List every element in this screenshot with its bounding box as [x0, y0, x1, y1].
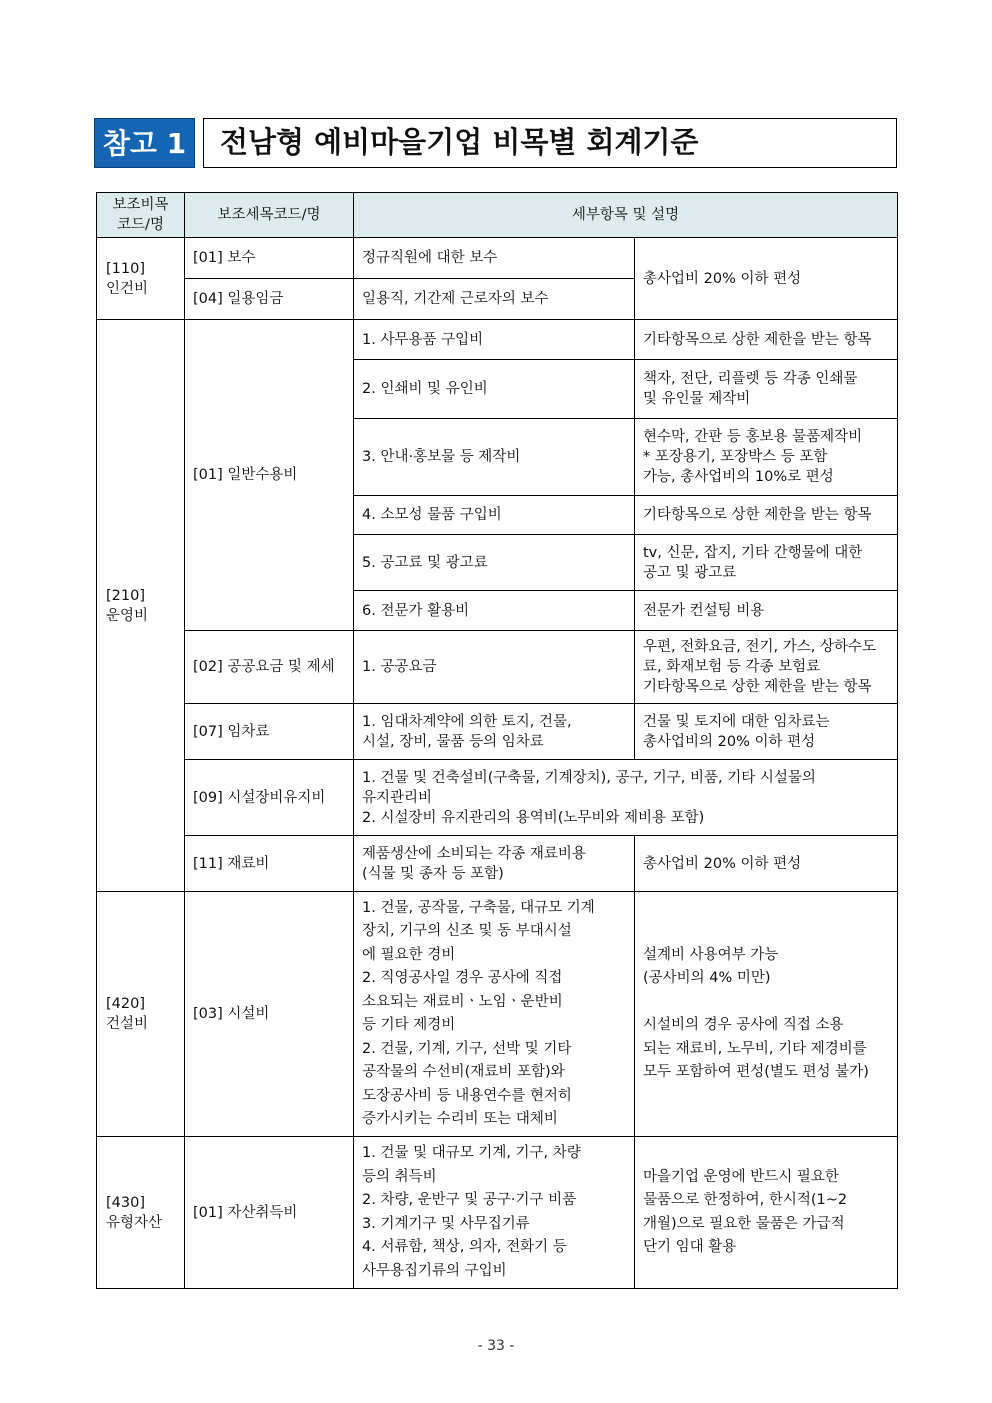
header-sub-code: 보조세목코드/명: [185, 193, 354, 238]
table-row: [97, 836, 898, 892]
detail-cell: 1. 건물, 공작물, 구축물, 대규모 기계 장치, 기구의 신조 및 동 부대시설 에 필요한 경비 2. 직영공사일 경우 공사에 직접 소요되는 재료비ㆍ노임ㆍ운반비 등 기타 제경비 2. 건물, 기계, 기구, 선박 및 기타 공작물의 수선비(재료비 포함)와 도장공사비 등 내용연수를 현저히 증가시키는 수리비 또는 대체비: [354, 892, 635, 1137]
sub-item: [01] 보수: [185, 238, 354, 279]
header-detail: 세부항목 및 설명: [354, 193, 898, 238]
table-header-row: [97, 193, 898, 238]
page-number: - 33 -: [477, 1338, 515, 1354]
table-row: [97, 1137, 898, 1289]
sub-item: [01] 자산취득비: [185, 1137, 354, 1289]
accounting-standards-table: [96, 192, 898, 1289]
detail-cell: 2. 인쇄비 및 유인비: [354, 360, 635, 419]
note-cell: 설계비 사용여부 가능 (공사비의 4% 미만) 시설비의 경우 공사에 직접 소용 되는 재료비, 노무비, 기타 제경비를 모두 포함하여 편성(별도 편성 불가): [635, 892, 898, 1137]
detail-cell: 4. 소모성 물품 구입비: [354, 496, 635, 535]
note-cell: 총사업비 20% 이하 편성: [635, 836, 898, 892]
sub-item: [04] 일용임금: [185, 279, 354, 320]
table-row: [97, 704, 898, 760]
sub-item: [07] 임차료: [185, 704, 354, 760]
sub-item: [02] 공공요금 및 제세: [185, 631, 354, 704]
sub-item: [03] 시설비: [185, 892, 354, 1137]
detail-cell: 정규직원에 대한 보수: [354, 238, 635, 279]
note-cell: 총사업비 20% 이하 편성: [635, 238, 898, 320]
detail-cell: 일용직, 기간제 근로자의 보수: [354, 279, 635, 320]
note-cell: 기타항목으로 상한 제한을 받는 항목: [635, 496, 898, 535]
note-cell: 건물 및 토지에 대한 임차료는 총사업비의 20% 이하 편성: [635, 704, 898, 760]
detail-cell: 1. 건물 및 건축설비(구축물, 기계장치), 공구, 기구, 비품, 기타 시설물의 유지관리비 2. 시설장비 유지관리의 용역비(노무비와 제비용 포함): [354, 760, 898, 836]
detail-cell: 1. 사무용품 구입비: [354, 320, 635, 360]
note-cell: 우편, 전화요금, 전기, 가스, 상하수도 료, 화재보험 등 각종 보험료 기타항목으로 상한 제한을 받는 항목: [635, 631, 898, 704]
table-row: [97, 320, 898, 360]
reference-badge: 참고 1: [94, 118, 195, 168]
note-cell: tv, 신문, 잡지, 기타 간행물에 대한 공고 및 광고료: [635, 535, 898, 591]
code-430: [430] 유형자산: [97, 1137, 185, 1289]
detail-cell: 6. 전문가 활용비: [354, 591, 635, 631]
table-row: [97, 238, 898, 279]
detail-cell: 1. 임대차계약에 의한 토지, 건물, 시설, 장비, 물품 등의 임차료: [354, 704, 635, 760]
table-row: [97, 892, 898, 1137]
note-cell: 기타항목으로 상한 제한을 받는 항목: [635, 320, 898, 360]
code-420: [420] 건설비: [97, 892, 185, 1137]
table-row: [97, 760, 898, 836]
detail-cell: 3. 안내·홍보물 등 제작비: [354, 419, 635, 496]
detail-cell: 1. 건물 및 대규모 기계, 기구, 차량 등의 취득비 2. 차량, 운반구 및 공구·기구 비품 3. 기계기구 및 사무집기류 4. 서류함, 책상, 의자, 전화기 등 사무용집기류의 구입비: [354, 1137, 635, 1289]
page-title: 전남형 예비마을기업 비목별 회계기준: [203, 118, 897, 168]
page-title-block: [94, 118, 897, 168]
note-cell: 마을기업 운영에 반드시 필요한 물품으로 한정하여, 한시적(1~2 개월)으로 필요한 물품은 가급적 단기 임대 활용: [635, 1137, 898, 1289]
table-row: [97, 631, 898, 704]
sub-item: [01] 일반수용비: [185, 320, 354, 631]
code-210: [210] 운영비: [97, 320, 185, 892]
header-budget-code: 보조비목 코드/명: [97, 193, 185, 238]
sub-item: [11] 재료비: [185, 836, 354, 892]
sub-item: [09] 시설장비유지비: [185, 760, 354, 836]
code-110: [110] 인건비: [97, 238, 185, 320]
detail-cell: 5. 공고료 및 광고료: [354, 535, 635, 591]
note-cell: 전문가 컨설팅 비용: [635, 591, 898, 631]
note-cell: 현수막, 간판 등 홍보용 물품제작비 * 포장용기, 포장박스 등 포함 가능, 총사업비의 10%로 편성: [635, 419, 898, 496]
detail-cell: 1. 공공요금: [354, 631, 635, 704]
detail-cell: 제품생산에 소비되는 각종 재료비용 (식물 및 종자 등 포함): [354, 836, 635, 892]
note-cell: 책자, 전단, 리플렛 등 각종 인쇄물 및 유인물 제작비: [635, 360, 898, 419]
